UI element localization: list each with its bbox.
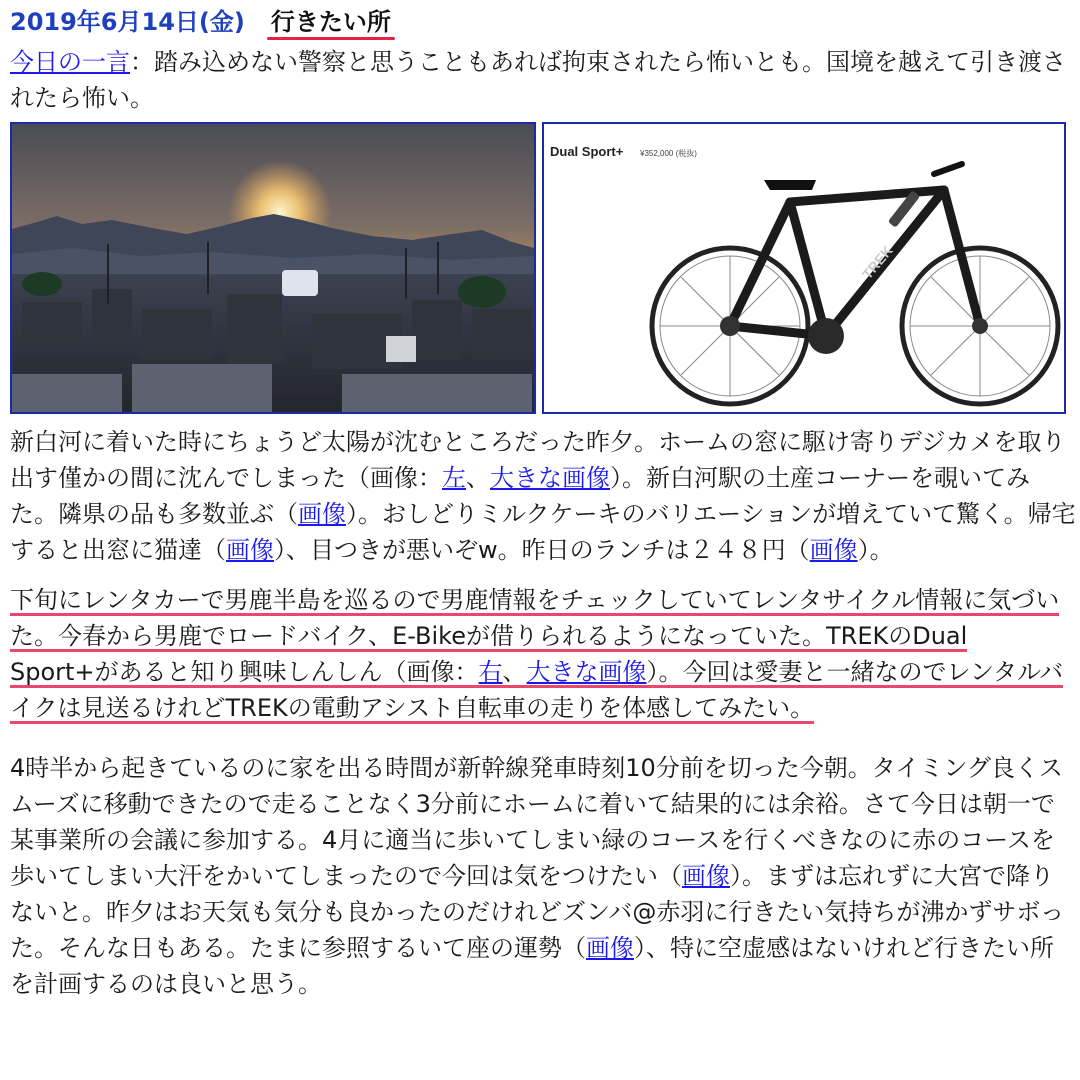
text: ）、特に空虚感はないけれど行きたい所を計画するのは良いと思う。 bbox=[10, 934, 1054, 998]
photo-row bbox=[10, 122, 1076, 418]
image-link[interactable]: 画像 bbox=[809, 536, 858, 564]
large-image-link[interactable]: 大きな画像 bbox=[526, 658, 647, 686]
image-link[interactable]: 画像 bbox=[586, 934, 634, 962]
text: ）。今回は愛妻と一緒なのでレンタルバイクは見送るけれどTREKの電動アシスト自転車の走りを体感してみたい。 bbox=[10, 658, 1064, 722]
text: ）、目つきが悪いぞw。昨日のランチは２４８円（ bbox=[274, 536, 810, 564]
text: ）。新白河駅の土産コーナーを覗いてみた。隣県の品も多数並ぶ（ bbox=[10, 464, 1030, 528]
paragraph-morning bbox=[10, 750, 1076, 1002]
text: 新白河に着いた時にちょうど太陽が沈むところだった昨夕。ホームの窓に駆け寄りデジカメを取り出す僅かの間に沈んでしまった（画像： bbox=[10, 428, 1066, 492]
text: 、 bbox=[502, 658, 527, 686]
sunset-photo[interactable] bbox=[10, 122, 536, 414]
right-image-link[interactable]: 右 bbox=[478, 658, 503, 686]
text: ）。まずは忘れずに大宮で降りないと。昨夕はお天気も気分も良かったのだけれどズンバ@赤羽に行きたい気持ちが沸かずサボった。そんな日もある。たまに参照するいて座の運勢（ bbox=[10, 862, 1065, 962]
entry-date: 2019年6月14日(金) bbox=[10, 8, 245, 36]
text: ）。おしどりミルクケーキのバリエーションが増えていて驚く。帰宅すると出窓に猫達（ bbox=[10, 500, 1076, 564]
large-image-link[interactable]: 大きな画像 bbox=[490, 464, 610, 492]
image-link[interactable]: 画像 bbox=[682, 862, 730, 890]
bike-photo[interactable] bbox=[542, 122, 1066, 414]
text: 4時半から起きているのに家を出る時間が新幹線発車時刻10分前を切った今朝。タイミング良くスムーズに移動できたので走ることなく3分前にホームに着いて結果的には余裕。さて今日は朝一で某事業所の会議に参加する。4月に適当に歩いてしまい緑のコースを行くべきなのに赤のコースを歩いてしまい大汗をかいてしまったので今回は気をつけたい（ bbox=[10, 754, 1063, 890]
left-image-link[interactable]: 左 bbox=[442, 464, 466, 492]
text: 、 bbox=[466, 464, 490, 492]
image-link[interactable]: 画像 bbox=[226, 536, 274, 564]
intro-paragraph bbox=[10, 44, 1076, 116]
paragraph-oga-trek bbox=[10, 582, 1076, 726]
entry-header bbox=[10, 0, 1076, 44]
image-link[interactable]: 画像 bbox=[298, 500, 346, 528]
bike-caption-title: Dual Sport+ bbox=[550, 144, 624, 159]
bike-brand-logo: TREK bbox=[858, 242, 896, 283]
intro-text: ：踏み込めない警察と思うこともあれば拘束されたら怖いとも。国境を越えて引き渡されたら怖い。 bbox=[10, 48, 1066, 112]
text: ）。 bbox=[857, 536, 894, 564]
entry-title: 行きたい所 bbox=[271, 0, 391, 44]
paragraph-shirakawa bbox=[10, 424, 1076, 568]
sunset-image bbox=[12, 124, 534, 412]
text: 下旬にレンタカーで男鹿半島を巡るので男鹿情報をチェックしていてレンタサイクル情報に気づいた。今春から男鹿でロードバイク、E-Bikeが借りられるようになっていた。TREKのDual Sport+があると知り興味しんしん（画像： bbox=[10, 586, 1060, 686]
bike-image bbox=[544, 124, 1064, 412]
todays-word-link[interactable]: 今日の一言 bbox=[10, 48, 130, 76]
bike-caption-price: ¥352,000 (税抜) bbox=[640, 149, 697, 158]
blog-entry bbox=[10, 0, 1076, 1002]
